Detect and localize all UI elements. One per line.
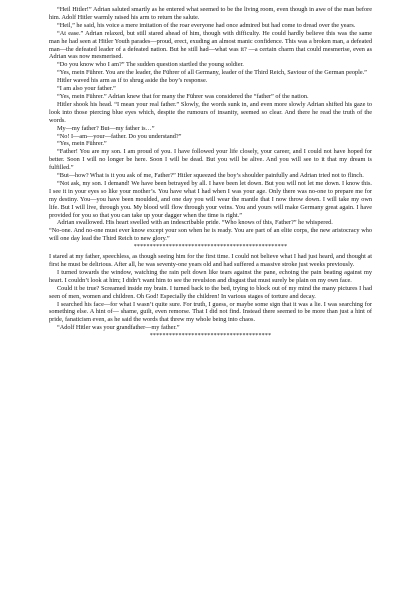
- paragraph: Could it be true? Screamed inside my brain. I turned back to the bed, trying to block out of my mind the many pictures I had seen of men, women and children. Oh God! Especially the children! In various stages of torture and decay.: [49, 284, 372, 300]
- paragraph: “I am also your father.”: [57, 85, 116, 93]
- paragraph: “Not ask, my son. I demand! We have been betrayed by all. I have been let down. But you will not let me down. I know this. I see it in your eyes so like your mother’s. You have what I had when I was your age. Only there was no-one to prepare me for my destiny. You—you have been moulded, and one day you will wear the mantle that I now throw down. I will take my own life. But I will live, through you. My blood will flow through your veins. You and yours will make Germany great again. I have provided for you so that you can take up your dagger when the time is right.”: [49, 179, 372, 219]
- paragraph: “But—how? What is it you ask of me, Father?” Hitler squeezed the boy’s shoulder painfully and Adrian tried not to flinch.: [57, 172, 364, 180]
- paragraph: Adrian swallowed. His heart swelled with an indescribable pride. “Who knows of this, Father?” he whispered.: [57, 219, 333, 227]
- paragraph: I searched his face—for what I wasn’t quite sure. For truth, I guess, or maybe some sign that it was a lie. I was searching for something else. A hint of— shame, guilt, even remorse. That I did not find. Instead there seemed to be more than just a hint of pride, fanaticism even, as he said the words that threw my whole being into chaos.: [49, 300, 372, 324]
- paragraph: My—my father? But—my father is…”: [57, 124, 155, 132]
- section-two: [49, 253, 372, 332]
- paragraph: “No-one. And no-one must ever know except your son when he is ready. You are part of an elite corps, the new aristocracy who will one day lead the Third Reich to new glory.”: [49, 227, 372, 243]
- paragraph: “No! I—am—your—father. Do you understand?”: [57, 132, 182, 140]
- paragraph: “Heil,” he said, his voice a mere imitation of the roar everyone had once admired but had come to dread over the years.: [57, 21, 356, 29]
- paragraph: Hitler waved his arm as if to shrug aside the boy’s response.: [57, 77, 208, 85]
- paragraph: “Father! You are my son. I am proud of you. I have followed your life closely, your career, and I could not have hoped for better. Soon I will no longer be here. Soon I will be dead. But you will be alive. And you will see to it that my dream is fulfilled.”: [49, 148, 372, 172]
- paragraph: “Do you know who I am?” The sudden question startled the young soldier.: [57, 61, 244, 69]
- paragraph: “Heil Hitler!” Adrian saluted smartly as he entered what seemed to be the living room, even though in awe of the man before him. Adolf Hitler warmly raised his arm to return the salute.: [49, 6, 372, 21]
- paragraph: “Yes, mein Führer.”: [57, 140, 107, 148]
- end-divider: **************************************: [149, 333, 272, 340]
- paragraph: “Yes, mein Führer. You are the leader, the Führer of all Germany, leader of the Third Reich, Saviour of the German people.”: [57, 69, 367, 77]
- paragraph: “Adolf Hitler was your grandfather—my father.”: [57, 324, 180, 332]
- section-divider: ************************************************: [133, 244, 288, 251]
- paragraph: I turned towards the window, watching the rain pelt down like tears against the pane, echoing the pain beating against my heart. I couldn’t look at him; I didn’t want him to see the revulsion and disgust that must surely be plain on my own face.: [49, 268, 372, 284]
- paragraph: “At ease.” Adrian relaxed, but still stared ahead of him, though with difficulty. He could hardly believe this was the same man he had seen at Hitler Youth parades—proud, erect, exuding an almost manic confidence. This was a broken man, a defeated man—the defeated leader of a defeated nation. But he still had—what was it? —a certain charm that could mesmerise, even as Adrian was now mesmerised.: [49, 29, 372, 61]
- section-one: [49, 6, 372, 243]
- paragraph: “Yes, mein Führer.” Adrian knew that for many the Führer was considered the “father” of the nation.: [57, 92, 309, 100]
- paragraph: Hitler shook his head. “I mean your real father.” Slowly, the words sunk in, and even more slowly Adrian shifted his gaze to look into those piercing blue eyes which, despite the rumours of insanity, seemed so clear. And there he read the truth of the words.: [49, 100, 372, 124]
- paragraph: I stared at my father, speechless, as though seeing him for the first time. I could not believe what I had just heard, and thought at first he must be delirious. After all, he was seventy-one years old and had suffered a massive stroke just weeks previously.: [49, 253, 372, 268]
